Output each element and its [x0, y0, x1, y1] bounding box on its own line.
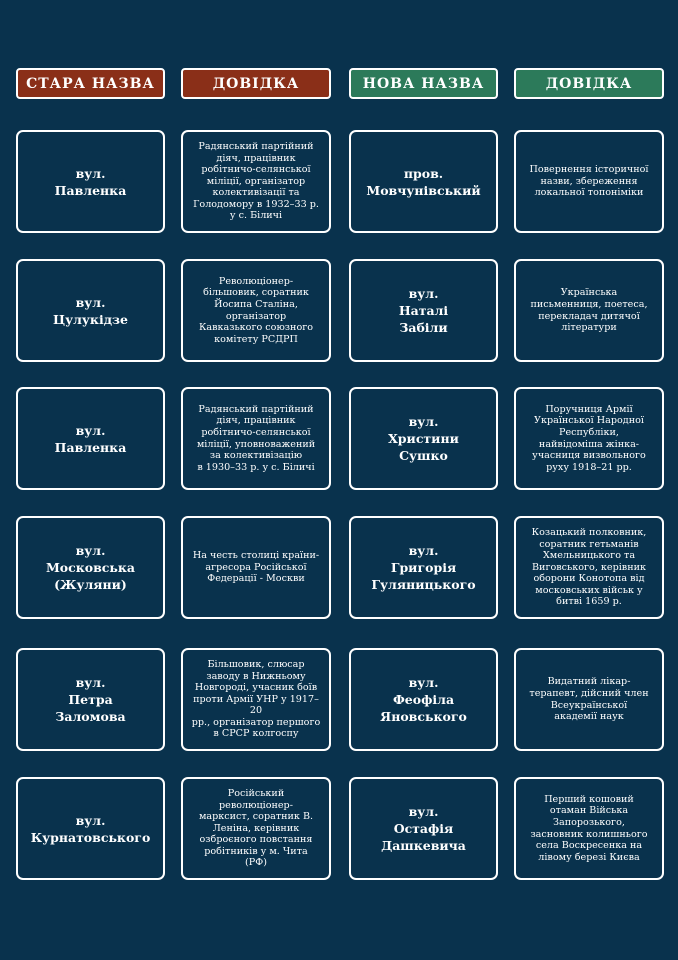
old-street-note-card [181, 387, 331, 490]
old-street-card [16, 777, 165, 880]
old-street-name: вул. Петра Заломова [55, 675, 126, 724]
header-old-name: СТАРА НАЗВА [16, 68, 165, 99]
new-street-card [349, 130, 498, 233]
old-street-name: вул. Курнатовського [30, 812, 151, 845]
new-street-note-card [514, 516, 664, 619]
new-street-name: пров. Мовчунівський [366, 165, 481, 198]
header-old-note: ДОВІДКА [181, 68, 331, 99]
new-street-name: вул. Григорія Гуляницького [371, 543, 476, 592]
new-street-card [349, 387, 498, 490]
new-street-name: вул. Наталі Забіли [398, 286, 449, 335]
old-street-note: Радянський партійний діяч, працівник робітничо-селянської міліції, організатор колективізації та Голодомору в 1932–33 р. у с. Біличі [193, 140, 319, 222]
new-street-note-card [514, 259, 664, 362]
new-street-card [349, 648, 498, 751]
old-street-note-card [181, 648, 331, 751]
old-street-name: вул. Московська (Жуляни) [45, 543, 136, 592]
old-street-name: вул. Павленка [54, 422, 127, 455]
new-street-note: Повернення історичної назви, збереження локальної топоніміки [529, 164, 649, 199]
old-street-note: Більшовик, слюсар заводу в Нижньому Новгороді, учасник боїв проти Армії УНР у 1917–20 рр., організатор першого в СРСР колгоспу [191, 658, 321, 740]
header-new-name: НОВА НАЗВА [349, 68, 498, 99]
new-street-note: Українська письменниця, поетеса, перекладач дитячої літератури [530, 287, 648, 334]
new-street-note: Перший кошовий отаман Війська Запорозького, засновник колишнього села Воскресенка на лівому березі Києва [530, 793, 648, 863]
new-street-note: Поручниця Армії Української Народної Республіки, найвідоміша жінка- учасниця визвольного руху 1918–21 рр. [532, 403, 646, 473]
new-street-card [349, 516, 498, 619]
new-street-note: Видатний лікар- терапевт, дійсний член Всеукраїнської академії наук [529, 676, 649, 723]
old-street-note-card [181, 130, 331, 233]
new-street-card [349, 259, 498, 362]
new-street-note-card [514, 387, 664, 490]
old-street-note: Революціонер- більшовик, соратник Йосипа Сталіна, організатор Кавказького союзного комітету РСДРП [198, 275, 314, 345]
old-street-name: вул. Павленка [54, 165, 127, 198]
new-street-name: вул. Феофіла Яновського [380, 675, 467, 724]
old-street-card [16, 130, 165, 233]
old-street-card [16, 259, 165, 362]
old-street-note-card [181, 259, 331, 362]
new-street-name: вул. Христини Сушко [388, 414, 459, 463]
new-street-note-card [514, 777, 664, 880]
old-street-card [16, 648, 165, 751]
new-street-note-card [514, 648, 664, 751]
old-street-note: На честь столиці країни- агресора Російської Федерації - Москви [192, 550, 320, 585]
new-street-card [349, 777, 498, 880]
old-street-name: вул. Цулукідзе [53, 294, 128, 327]
old-street-card [16, 387, 165, 490]
old-street-note: Радянський партійний діяч, працівник робітничо-селянської міліції, уповноважений за колективізацію в 1930–33 р. у с. Біличі [196, 403, 316, 473]
header-new-note: ДОВІДКА [514, 68, 664, 99]
old-street-note: Російський революціонер- марксист, соратник В. Леніна, керівник озброєного повстання робітників у м. Чита (РФ) [198, 787, 314, 869]
old-street-card [16, 516, 165, 619]
old-street-note-card [181, 516, 331, 619]
new-street-note-card [514, 130, 664, 233]
new-street-name: вул. Остафія Дашкевича [381, 804, 466, 853]
new-street-note: Козацький полковник, соратник гетьманів Хмельницького та Виговського, керівник оборони Конотопа від московських військ у битві 1659 р. [531, 526, 647, 608]
old-street-note-card [181, 777, 331, 880]
